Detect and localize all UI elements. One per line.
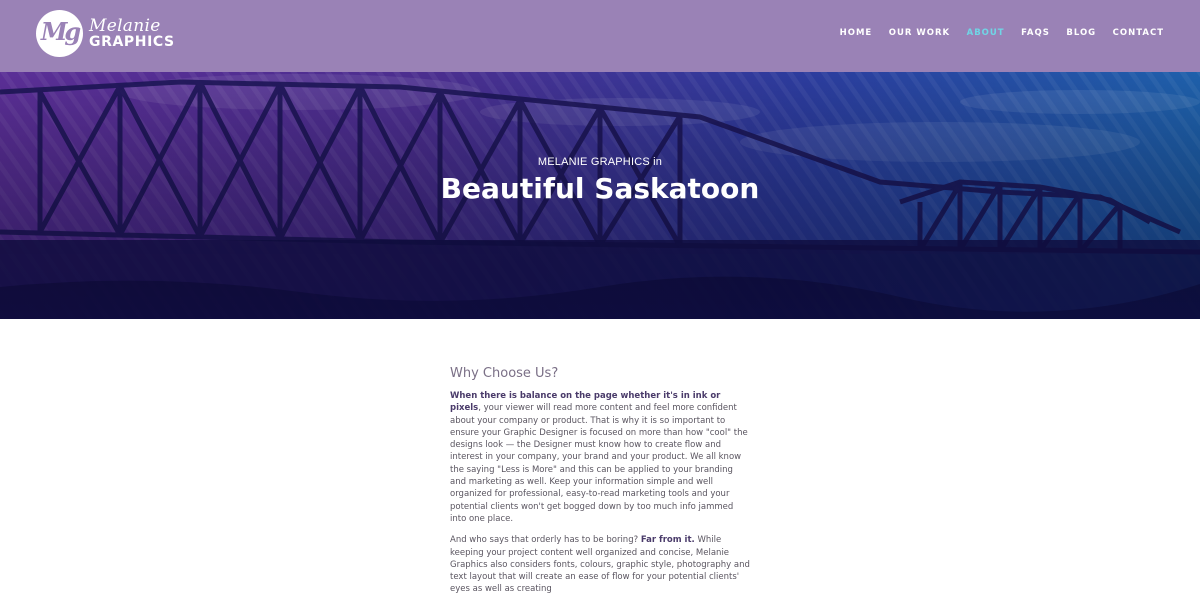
paragraph-orderly-bold: Far from it. xyxy=(640,535,695,546)
paragraph-orderly-start: And who says that orderly has to be boring? xyxy=(450,535,641,546)
main-content xyxy=(450,366,750,605)
paragraph-intro-text: , your viewer will read more content and feel more confident about your company or product. That is why it is so important to ensure your Graphic Designer is focused on more than how "cool" the designs look — the Designer must know how to create flow and interest in your company, your brand and your product. We all know the saying "Less is More" and this can be applied to your branding and marketing as well. Keep your information simple and well organized for professional, easy-to-read marketing tools and your potential clients won't get bogged down by too much info jammed into one place. xyxy=(450,403,748,524)
hero-banner xyxy=(0,72,1200,319)
logo-script-text: Melanie xyxy=(89,16,161,36)
nav-faqs[interactable]: FAQS xyxy=(1021,28,1050,38)
hero-subtitle: MELANIE GRAPHICS in xyxy=(537,156,663,168)
nav-contact[interactable]: CONTACT xyxy=(1112,28,1164,38)
logo-monogram-badge xyxy=(36,10,83,57)
nav-blog[interactable]: BLOG xyxy=(1066,28,1097,38)
hero-title: Beautiful Saskatoon xyxy=(440,172,760,205)
nav-about[interactable]: ABOUT xyxy=(966,28,1005,38)
paragraph-intro xyxy=(450,390,750,525)
logo-word-text: GRAPHICS xyxy=(89,34,175,50)
site-header xyxy=(0,0,1200,72)
nav-our-work[interactable]: OUR WORK xyxy=(888,28,951,38)
logo-monogram: Mg xyxy=(40,17,79,46)
main-nav xyxy=(823,28,1164,38)
paragraph-orderly-text: While keeping your project content well organized and concise, Melanie Graphics also considers fonts, colours, graphic style, photography and text layout that will create an ease of flow for your potential clients' eyes as well as creating xyxy=(450,535,750,595)
site-logo[interactable] xyxy=(36,10,175,60)
paragraph-orderly xyxy=(450,534,750,595)
section-heading: Why Choose Us? xyxy=(450,366,559,381)
paragraph-intro-bold: When there is balance on the page whether it's in ink or pixels xyxy=(450,391,721,414)
nav-home[interactable]: HOME xyxy=(839,28,873,38)
